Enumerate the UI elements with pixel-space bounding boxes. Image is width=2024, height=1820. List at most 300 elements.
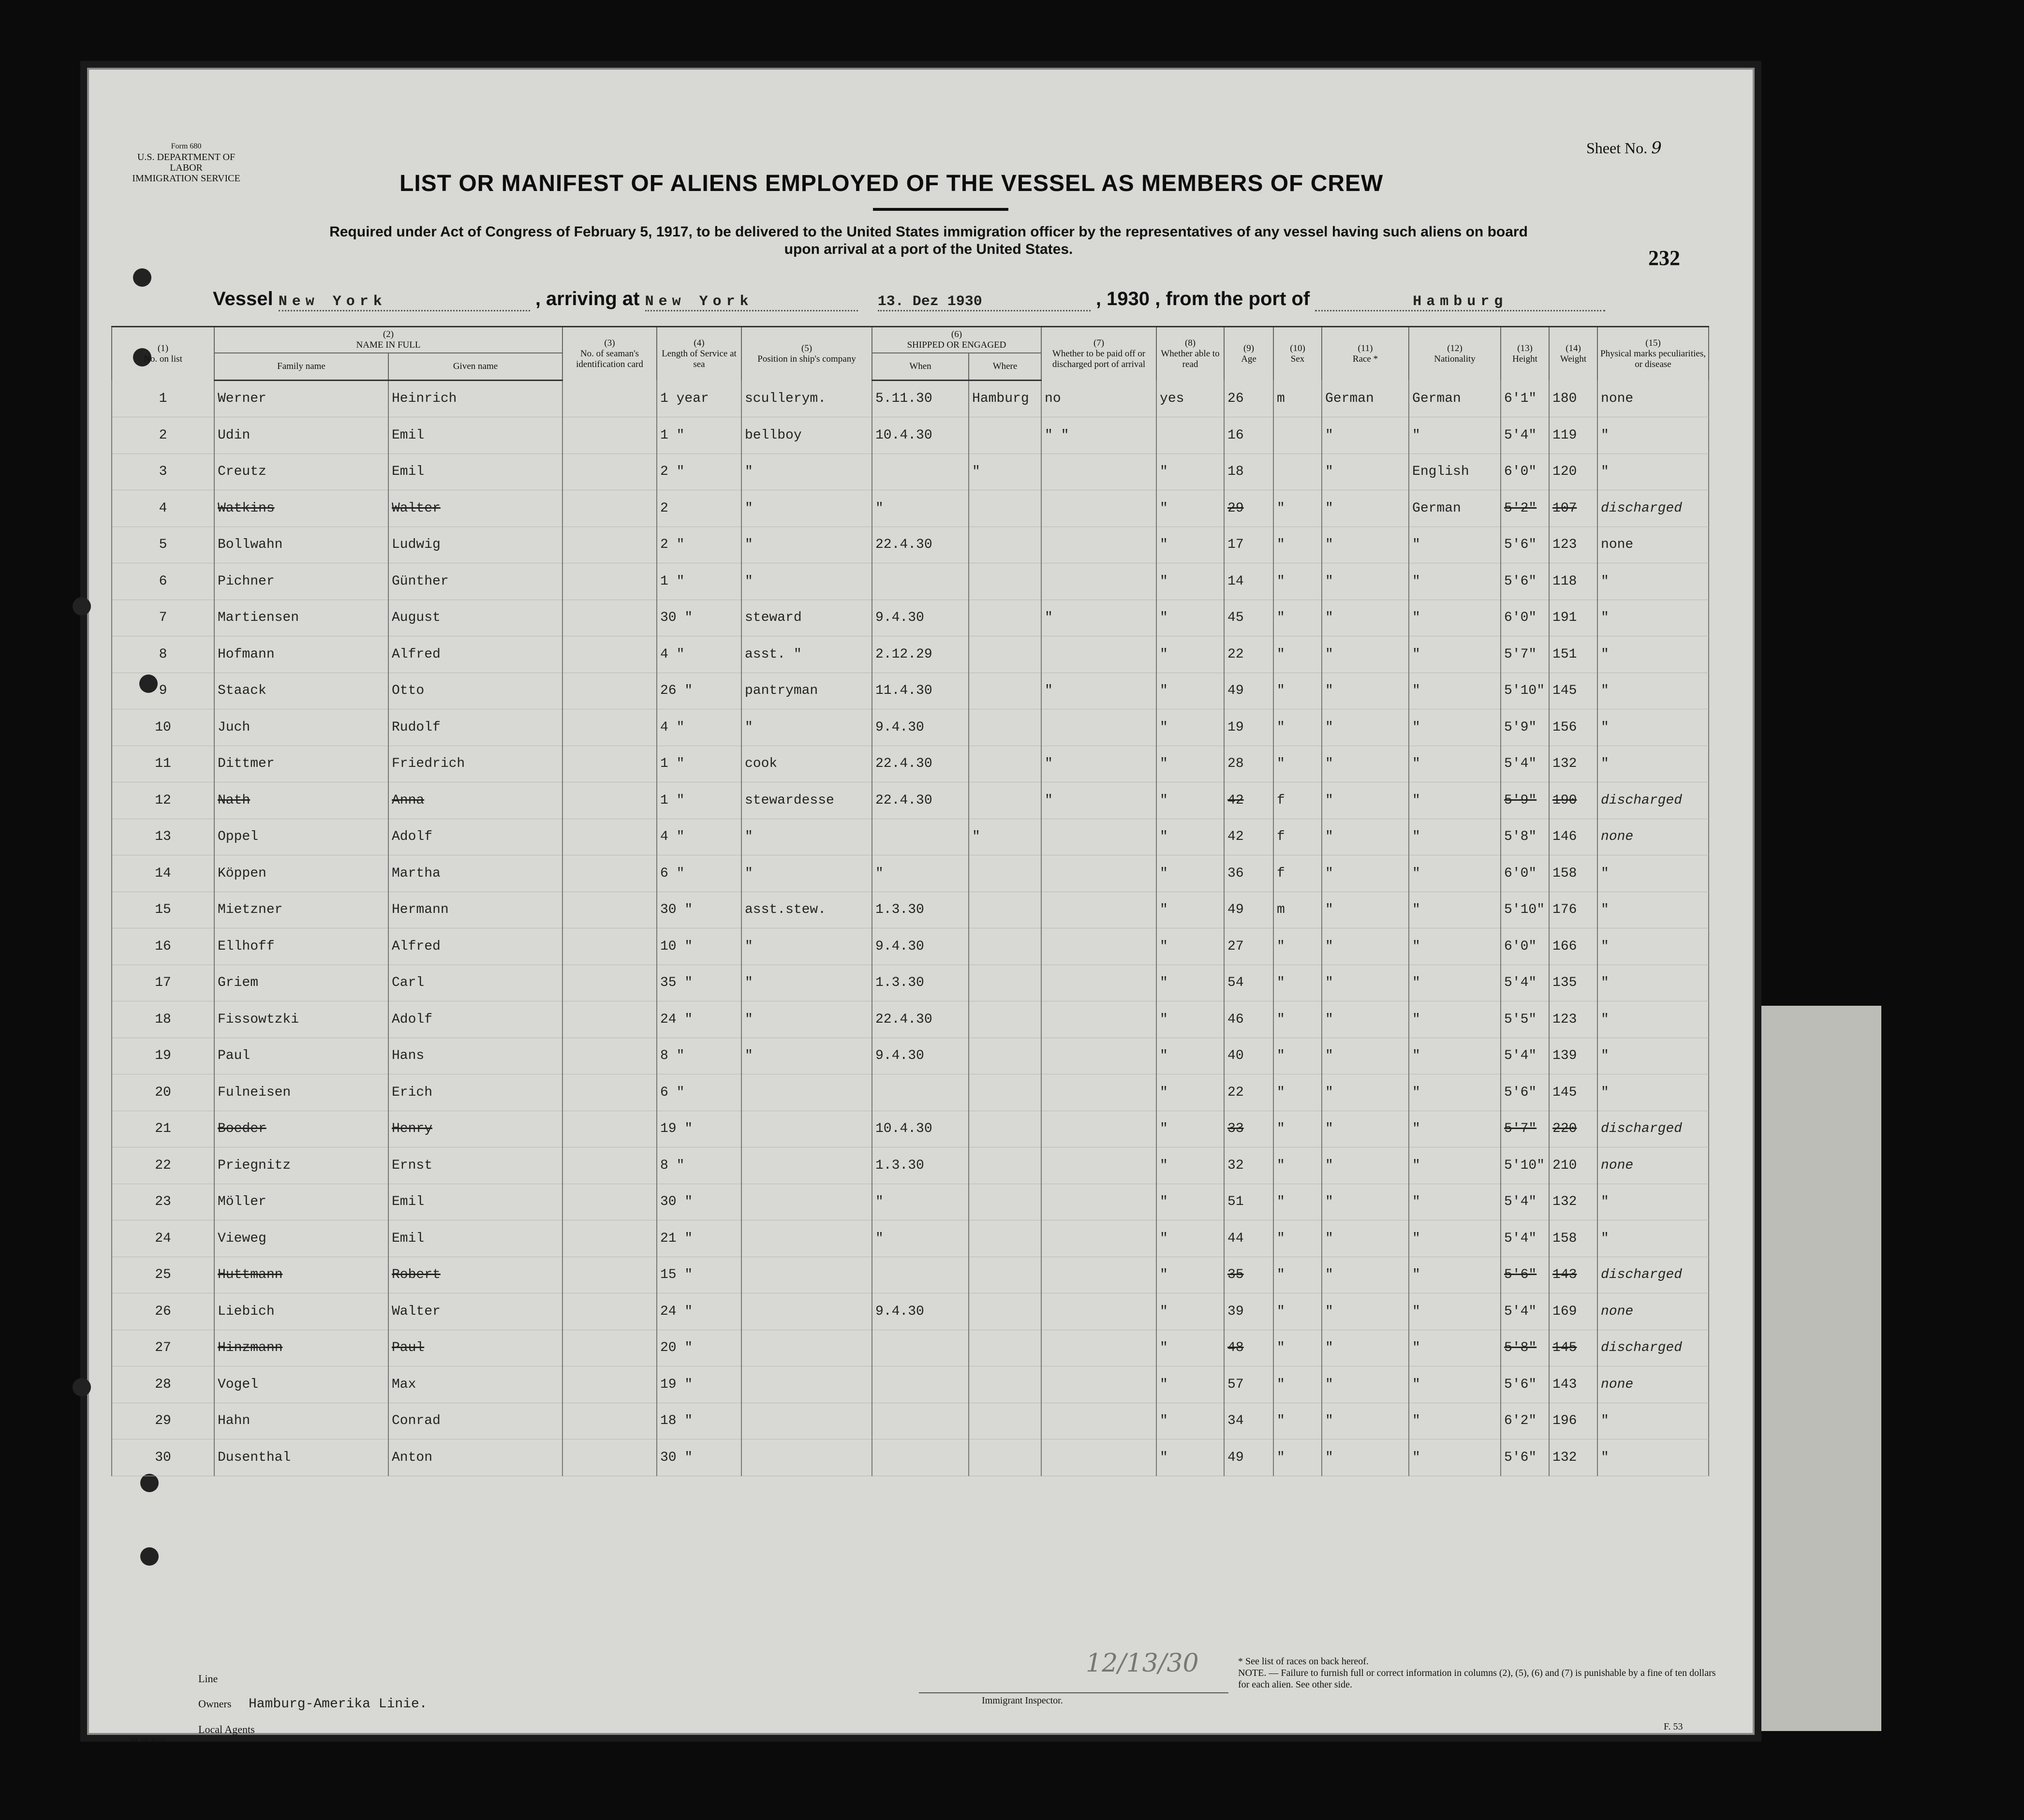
position-cell — [741, 1366, 872, 1403]
paid-off-cell — [1041, 1074, 1156, 1111]
age-cell: 44 — [1224, 1220, 1273, 1257]
position-cell — [741, 1330, 872, 1366]
row-number-cell: 7 — [112, 600, 214, 636]
service-name: IMMIGRATION SERVICE — [132, 173, 240, 184]
shipped-when-cell: 5.11.30 — [872, 380, 969, 417]
row-number-cell: 5 — [112, 527, 214, 563]
race-cell: " — [1322, 490, 1409, 527]
physical-marks-cell: " — [1597, 1439, 1709, 1476]
sex-cell — [1273, 454, 1322, 490]
shipped-where-cell — [969, 1257, 1041, 1293]
age-cell: 40 — [1224, 1038, 1273, 1074]
paid-off-cell — [1041, 709, 1156, 746]
weight-cell: 123 — [1549, 527, 1597, 563]
paid-off-cell — [1041, 490, 1156, 527]
able-to-read-cell: " — [1156, 1038, 1224, 1074]
shipped-when-cell: 9.4.30 — [872, 600, 969, 636]
sex-cell: " — [1273, 600, 1322, 636]
given-name-cell: Alfred — [388, 636, 562, 673]
nationality-cell: " — [1409, 1293, 1501, 1330]
weight-cell: 139 — [1549, 1038, 1597, 1074]
shipped-when-cell: 9.4.30 — [872, 1038, 969, 1074]
id-card-cell — [562, 709, 657, 746]
height-cell: 5'5" — [1501, 1001, 1549, 1038]
paid-off-cell — [1041, 527, 1156, 563]
shipped-when-cell — [872, 1366, 969, 1403]
row-number-cell: 23 — [112, 1184, 214, 1220]
age-cell: 32 — [1224, 1147, 1273, 1184]
weight-cell: 145 — [1549, 1330, 1597, 1366]
age-cell: 28 — [1224, 746, 1273, 782]
height-cell: 5'4" — [1501, 1038, 1549, 1074]
able-to-read-cell: " — [1156, 1366, 1224, 1403]
table-row — [112, 928, 1709, 965]
height-cell: 5'4" — [1501, 1184, 1549, 1220]
row-number-cell: 11 — [112, 746, 214, 782]
table-row — [112, 1001, 1709, 1038]
height-cell: 6'0" — [1501, 454, 1549, 490]
shipped-when-cell: 9.4.30 — [872, 928, 969, 965]
height-cell: 5'4" — [1501, 746, 1549, 782]
length-of-service-cell: 1 year — [657, 380, 741, 417]
paid-off-cell — [1041, 819, 1156, 855]
col-14-header: (14) Weight — [1549, 327, 1597, 381]
binder-hole — [133, 268, 151, 287]
shipped-where-cell — [969, 1184, 1041, 1220]
weight-cell: 158 — [1549, 855, 1597, 892]
nationality-cell: " — [1409, 1330, 1501, 1366]
given-name-cell: Rudolf — [388, 709, 562, 746]
table-row — [112, 1403, 1709, 1439]
family-name-cell: Paul — [214, 1038, 388, 1074]
sheet-number-label: Sheet No. — [1586, 139, 1648, 157]
age-cell: 46 — [1224, 1001, 1273, 1038]
nationality-cell: " — [1409, 673, 1501, 709]
weight-cell: 132 — [1549, 1439, 1597, 1476]
col-8-header: (8) Whether able to read — [1156, 327, 1224, 381]
position-cell — [741, 1147, 872, 1184]
length-of-service-cell: 4 " — [657, 636, 741, 673]
table-row — [112, 490, 1709, 527]
sheet-number — [1586, 138, 1662, 158]
id-card-cell — [562, 782, 657, 819]
length-of-service-cell: 30 " — [657, 1439, 741, 1476]
shipped-where-cell — [969, 709, 1041, 746]
paid-off-cell — [1041, 563, 1156, 600]
age-cell: 42 — [1224, 782, 1273, 819]
race-cell: " — [1322, 600, 1409, 636]
given-name-cell: Walter — [388, 1293, 562, 1330]
length-of-service-cell: 1 " — [657, 417, 741, 454]
shipped-when-cell: 10.4.30 — [872, 417, 969, 454]
col-12-header: (12) Nationality — [1409, 327, 1501, 381]
row-number-cell: 26 — [112, 1293, 214, 1330]
family-name-cell: Dittmer — [214, 746, 388, 782]
physical-marks-cell: " — [1597, 746, 1709, 782]
arriving-label: , arriving at — [535, 288, 640, 309]
row-number-cell: 13 — [112, 819, 214, 855]
length-of-service-cell: 20 " — [657, 1330, 741, 1366]
race-cell: " — [1322, 746, 1409, 782]
shipped-where-cell — [969, 417, 1041, 454]
row-number-cell: 20 — [112, 1074, 214, 1111]
nationality-cell: " — [1409, 1111, 1501, 1147]
height-cell: 5'6" — [1501, 1257, 1549, 1293]
nationality-cell: " — [1409, 746, 1501, 782]
given-name-cell: Anton — [388, 1439, 562, 1476]
weight-cell: 145 — [1549, 1074, 1597, 1111]
length-of-service-cell: 19 " — [657, 1111, 741, 1147]
shipped-where-cell: Hamburg — [969, 380, 1041, 417]
stamp-number: 232 — [1648, 246, 1680, 270]
race-cell: " — [1322, 1220, 1409, 1257]
position-cell: " — [741, 527, 872, 563]
height-cell: 5'8" — [1501, 1330, 1549, 1366]
weight-cell: 190 — [1549, 782, 1597, 819]
shipped-where-cell — [969, 1293, 1041, 1330]
height-cell: 6'0" — [1501, 855, 1549, 892]
weight-cell: 191 — [1549, 600, 1597, 636]
physical-marks-cell: " — [1597, 1038, 1709, 1074]
age-cell: 54 — [1224, 965, 1273, 1001]
age-cell: 29 — [1224, 490, 1273, 527]
races-note: * See list of races on back hereof. — [1238, 1656, 1369, 1667]
able-to-read-cell: " — [1156, 965, 1224, 1001]
shipped-when-cell: " — [872, 1220, 969, 1257]
race-cell: German — [1322, 380, 1409, 417]
table-row — [112, 1293, 1709, 1330]
weight-cell: 176 — [1549, 892, 1597, 928]
nationality-cell: " — [1409, 1074, 1501, 1111]
sex-cell: " — [1273, 1147, 1322, 1184]
nationality-cell: German — [1409, 490, 1501, 527]
binder-hole — [73, 1378, 91, 1396]
family-name-cell: Griem — [214, 965, 388, 1001]
family-name-cell: Udin — [214, 417, 388, 454]
physical-marks-cell: none — [1597, 1366, 1709, 1403]
paid-off-cell — [1041, 1330, 1156, 1366]
table-row — [112, 673, 1709, 709]
col-2-header: (2) NAME IN FULL — [214, 327, 562, 353]
id-card-cell — [562, 673, 657, 709]
family-name-cell: Watkins — [214, 490, 388, 527]
physical-marks-cell: none — [1597, 527, 1709, 563]
weight-cell: 166 — [1549, 928, 1597, 965]
sheet-number-value: 9 — [1651, 138, 1662, 158]
table-row — [112, 380, 1709, 417]
nationality-cell: " — [1409, 965, 1501, 1001]
paid-off-cell — [1041, 1403, 1156, 1439]
length-of-service-cell: 15 " — [657, 1257, 741, 1293]
col-11-header: (11) Race * — [1322, 327, 1409, 381]
race-cell: " — [1322, 1293, 1409, 1330]
given-name-cell: Paul — [388, 1330, 562, 1366]
able-to-read-cell: " — [1156, 892, 1224, 928]
id-card-cell — [562, 527, 657, 563]
id-card-cell — [562, 1038, 657, 1074]
sex-cell: " — [1273, 965, 1322, 1001]
length-of-service-cell: 6 " — [657, 855, 741, 892]
form-code: F. 53 — [1664, 1721, 1683, 1732]
row-number-cell: 29 — [112, 1403, 214, 1439]
given-name-cell: Friedrich — [388, 746, 562, 782]
race-cell: " — [1322, 673, 1409, 709]
family-name-cell: Priegnitz — [214, 1147, 388, 1184]
weight-cell: 123 — [1549, 1001, 1597, 1038]
subtitle-line-2: upon arrival at a port of the United States. — [784, 241, 1073, 257]
able-to-read-cell: " — [1156, 600, 1224, 636]
shipped-where-cell — [969, 928, 1041, 965]
given-name-cell: Henry — [388, 1111, 562, 1147]
able-to-read-cell: " — [1156, 1293, 1224, 1330]
table-row — [112, 563, 1709, 600]
paid-off-cell: " — [1041, 746, 1156, 782]
race-cell: " — [1322, 454, 1409, 490]
position-cell: " — [741, 855, 872, 892]
age-cell: 22 — [1224, 1074, 1273, 1111]
id-card-cell — [562, 490, 657, 527]
race-cell: " — [1322, 1147, 1409, 1184]
row-number-cell: 21 — [112, 1111, 214, 1147]
shipped-when-cell: 9.4.30 — [872, 709, 969, 746]
family-name-cell: Huttmann — [214, 1257, 388, 1293]
family-name-cell: Nath — [214, 782, 388, 819]
family-name-cell: Fissowtzki — [214, 1001, 388, 1038]
physical-marks-cell: " — [1597, 1001, 1709, 1038]
height-cell: 5'6" — [1501, 1366, 1549, 1403]
given-name-cell: Adolf — [388, 1001, 562, 1038]
shipped-when-cell: " — [872, 855, 969, 892]
length-of-service-cell: 8 " — [657, 1147, 741, 1184]
nationality-cell: " — [1409, 892, 1501, 928]
able-to-read-cell: yes — [1156, 380, 1224, 417]
position-cell — [741, 1220, 872, 1257]
able-to-read-cell: " — [1156, 673, 1224, 709]
binder-hole — [140, 1547, 159, 1566]
table-row — [112, 819, 1709, 855]
id-card-cell — [562, 1257, 657, 1293]
race-cell: " — [1322, 782, 1409, 819]
height-cell: 6'2" — [1501, 1403, 1549, 1439]
weight-cell: 132 — [1549, 1184, 1597, 1220]
height-cell: 5'9" — [1501, 782, 1549, 819]
weight-cell: 169 — [1549, 1293, 1597, 1330]
height-cell: 5'8" — [1501, 819, 1549, 855]
physical-marks-cell: discharged — [1597, 1330, 1709, 1366]
age-cell: 35 — [1224, 1257, 1273, 1293]
age-cell: 26 — [1224, 380, 1273, 417]
nationality-cell: " — [1409, 527, 1501, 563]
shipped-where-cell — [969, 892, 1041, 928]
shipped-when-cell: 10.4.30 — [872, 1111, 969, 1147]
length-of-service-cell: 26 " — [657, 673, 741, 709]
row-number-cell: 4 — [112, 490, 214, 527]
id-card-cell — [562, 855, 657, 892]
physical-marks-cell: discharged — [1597, 782, 1709, 819]
family-name-cell: Martiensen — [214, 600, 388, 636]
col-1-header: (1) No. on list — [112, 327, 214, 381]
physical-marks-cell: " — [1597, 636, 1709, 673]
from-port-label: , from the port of — [1155, 288, 1310, 309]
shipped-when-cell: 1.3.30 — [872, 965, 969, 1001]
sex-cell: " — [1273, 1293, 1322, 1330]
length-of-service-cell: 4 " — [657, 709, 741, 746]
given-name-cell: Max — [388, 1366, 562, 1403]
shipped-where-cell — [969, 965, 1041, 1001]
weight-cell: 118 — [1549, 563, 1597, 600]
sex-cell: " — [1273, 1111, 1322, 1147]
paid-off-cell — [1041, 1439, 1156, 1476]
shipped-where-cell — [969, 1074, 1041, 1111]
row-number-cell: 28 — [112, 1366, 214, 1403]
weight-cell: 107 — [1549, 490, 1597, 527]
id-card-cell — [562, 1330, 657, 1366]
race-cell: " — [1322, 1366, 1409, 1403]
weight-cell: 146 — [1549, 819, 1597, 855]
length-of-service-cell: 10 " — [657, 928, 741, 965]
shipped-when-cell: " — [872, 1184, 969, 1220]
table-row — [112, 855, 1709, 892]
sex-cell: " — [1273, 746, 1322, 782]
age-cell: 45 — [1224, 600, 1273, 636]
sex-cell: " — [1273, 490, 1322, 527]
paid-off-cell — [1041, 1257, 1156, 1293]
row-number-cell: 17 — [112, 965, 214, 1001]
length-of-service-cell: 30 " — [657, 892, 741, 928]
col-15-header: (15) Physical marks peculiarities, or disease — [1597, 327, 1709, 381]
shipped-where-cell — [969, 1403, 1041, 1439]
length-of-service-cell: 2 " — [657, 527, 741, 563]
department-name: U.S. DEPARTMENT OF LABOR — [137, 152, 236, 173]
shipped-where-cell — [969, 1220, 1041, 1257]
sex-cell: f — [1273, 855, 1322, 892]
table-row — [112, 636, 1709, 673]
shipped-when-cell: 2.12.29 — [872, 636, 969, 673]
family-name-cell: Pichner — [214, 563, 388, 600]
family-name-cell: Bollwahn — [214, 527, 388, 563]
able-to-read-cell: " — [1156, 1111, 1224, 1147]
height-cell: 6'1" — [1501, 380, 1549, 417]
paid-off-cell — [1041, 1293, 1156, 1330]
physical-marks-cell: " — [1597, 417, 1709, 454]
footer-labels — [198, 1666, 428, 1742]
given-name-cell: Günther — [388, 563, 562, 600]
physical-marks-cell: discharged — [1597, 1257, 1709, 1293]
arriving-value: New York — [645, 294, 858, 311]
title-underline — [873, 208, 1008, 211]
shipped-when-cell — [872, 454, 969, 490]
nationality-cell: " — [1409, 709, 1501, 746]
physical-marks-cell: " — [1597, 1403, 1709, 1439]
table-row — [112, 1257, 1709, 1293]
shipped-when-cell: 11.4.30 — [872, 673, 969, 709]
paid-off-cell — [1041, 1001, 1156, 1038]
nationality-cell: " — [1409, 1001, 1501, 1038]
weight-cell: 132 — [1549, 746, 1597, 782]
position-cell — [741, 1111, 872, 1147]
position-cell: " — [741, 490, 872, 527]
owners-label: Owners Hamburg-Amerika Linie. — [198, 1697, 428, 1712]
weight-cell: 145 — [1549, 673, 1597, 709]
col-5-header: (5) Position in ship's company — [741, 327, 872, 381]
given-name-cell: Robert — [388, 1257, 562, 1293]
height-cell: 5'6" — [1501, 1439, 1549, 1476]
nationality-cell: " — [1409, 636, 1501, 673]
position-cell: " — [741, 965, 872, 1001]
id-card-cell — [562, 1074, 657, 1111]
id-card-cell — [562, 1111, 657, 1147]
physical-marks-cell: " — [1597, 892, 1709, 928]
id-card-cell — [562, 1439, 657, 1476]
nationality-cell: " — [1409, 563, 1501, 600]
position-cell — [741, 1403, 872, 1439]
age-cell: 42 — [1224, 819, 1273, 855]
paid-off-cell — [1041, 1147, 1156, 1184]
row-number-cell: 30 — [112, 1439, 214, 1476]
physical-marks-cell: " — [1597, 600, 1709, 636]
given-name-cell: Ludwig — [388, 527, 562, 563]
paid-off-cell — [1041, 1220, 1156, 1257]
height-cell: 5'2" — [1501, 490, 1549, 527]
family-name-cell: Werner — [214, 380, 388, 417]
binder-hole — [73, 597, 91, 616]
nationality-cell: English — [1409, 454, 1501, 490]
col-2-family-header: Family name — [214, 353, 388, 380]
sex-cell: m — [1273, 380, 1322, 417]
paid-off-cell: " " — [1041, 417, 1156, 454]
id-card-cell — [562, 892, 657, 928]
given-name-cell: Erich — [388, 1074, 562, 1111]
weight-cell: 196 — [1549, 1403, 1597, 1439]
physical-marks-cell: " — [1597, 673, 1709, 709]
shipped-where-cell — [969, 855, 1041, 892]
sex-cell: " — [1273, 1366, 1322, 1403]
age-cell: 16 — [1224, 417, 1273, 454]
row-number-cell: 6 — [112, 563, 214, 600]
height-cell: 5'6" — [1501, 527, 1549, 563]
able-to-read-cell: " — [1156, 490, 1224, 527]
table-row — [112, 709, 1709, 746]
position-cell: steward — [741, 600, 872, 636]
length-of-service-cell: 35 " — [657, 965, 741, 1001]
race-cell: " — [1322, 1330, 1409, 1366]
family-name-cell: Staack — [214, 673, 388, 709]
table-row — [112, 1366, 1709, 1403]
given-name-cell: Conrad — [388, 1403, 562, 1439]
row-number-cell: 27 — [112, 1330, 214, 1366]
col-2-given-header: Given name — [388, 353, 562, 380]
age-cell: 49 — [1224, 1439, 1273, 1476]
able-to-read-cell: " — [1156, 855, 1224, 892]
family-name-cell: Hinzmann — [214, 1330, 388, 1366]
position-cell: " — [741, 454, 872, 490]
given-name-cell: Martha — [388, 855, 562, 892]
paid-off-cell — [1041, 892, 1156, 928]
id-card-cell — [562, 1293, 657, 1330]
paid-off-cell: " — [1041, 782, 1156, 819]
length-of-service-cell: 1 " — [657, 782, 741, 819]
shipped-where-cell — [969, 1330, 1041, 1366]
sex-cell: " — [1273, 563, 1322, 600]
able-to-read-cell: " — [1156, 1184, 1224, 1220]
shipped-where-cell — [969, 1147, 1041, 1184]
sex-cell: " — [1273, 673, 1322, 709]
shipped-where-cell — [969, 673, 1041, 709]
shipped-when-cell: 22.4.30 — [872, 527, 969, 563]
table-row — [112, 892, 1709, 928]
given-name-cell: Anna — [388, 782, 562, 819]
race-cell: " — [1322, 819, 1409, 855]
